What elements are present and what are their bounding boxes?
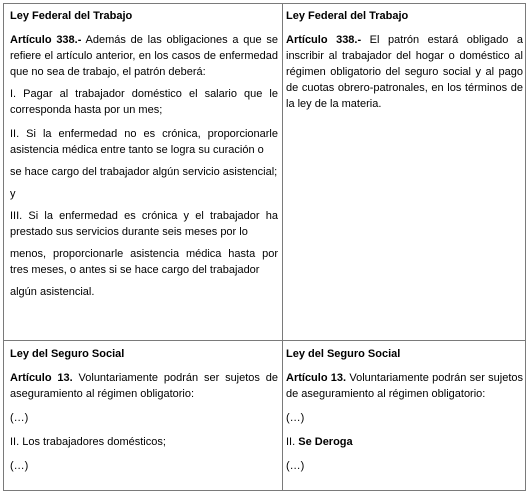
fraction-3-part-b: menos, proporcionarle asistencia médica hasta por tres meses, o antes si se hace cargo del trabajador [10,248,278,276]
article-paragraph [286,32,523,112]
article-text: Además de las obligaciones a que se refiere el artículo anterior, en los casos de enfermedad que no sea de trabajo, el patrón deberá: [10,34,278,78]
ellipsis: (…) [286,460,305,472]
law-heading: Ley Federal del Trabajo [286,10,409,22]
derogated-label: Se Deroga [298,436,353,448]
law-heading: Ley del Seguro Social [286,348,401,360]
article-text: El patrón estará obligado a inscribir al trabajador del hogar o doméstico al régimen obligatorio del seguro social y al pago de cuotas obrero-patronales, en los términos de la ley de la materia. [286,34,523,110]
article-label: Artículo 13. [10,372,73,384]
article-text: Voluntariamente podrán ser sujetos de aseguramiento al régimen obligatorio: [10,372,278,400]
article-paragraph [10,32,278,80]
ellipsis: (…) [10,412,29,424]
article-paragraph [286,370,523,402]
fraction-1: I. Pagar al trabajador doméstico el salario que le corresponda hasta por un mes; [10,88,278,116]
fraction-2-prefix: II. [286,436,299,448]
fraction-2: II. Los trabajadores domésticos; [10,436,166,448]
column-divider [282,3,283,491]
article-paragraph [10,370,278,402]
article-text: Voluntariamente podrán ser sujetos de aseguramiento al régimen obligatorio: [286,372,523,400]
fraction-3-part-c: algún asistencial. [10,286,95,298]
cell-right-top [286,8,523,338]
cell-right-bottom [286,346,523,491]
article-label: Artículo 13. [286,372,347,384]
row-divider [3,340,526,341]
law-heading: Ley del Seguro Social [10,348,125,360]
fraction-2-part-a: II. Si la enfermedad no es crónica, proporcionarle asistencia médica entre tanto se logra su curación o [10,128,278,156]
fraction-2-part-b: se hace cargo del trabajador algún servicio asistencial; [10,166,278,178]
article-label: Artículo 338.- [10,34,82,46]
law-heading: Ley Federal del Trabajo [10,10,133,22]
cell-left-bottom [10,346,278,491]
ellipsis: (…) [286,412,305,424]
article-label: Artículo 338.- [286,34,362,46]
fraction-3-part-a: III. Si la enfermedad es crónica y el trabajador ha prestado sus servicios durante seis meses por lo [10,210,278,238]
cell-left-top [10,8,278,338]
ellipsis: (…) [10,460,29,472]
fraction-2 [286,434,523,450]
fraction-2-part-c: y [10,188,16,200]
